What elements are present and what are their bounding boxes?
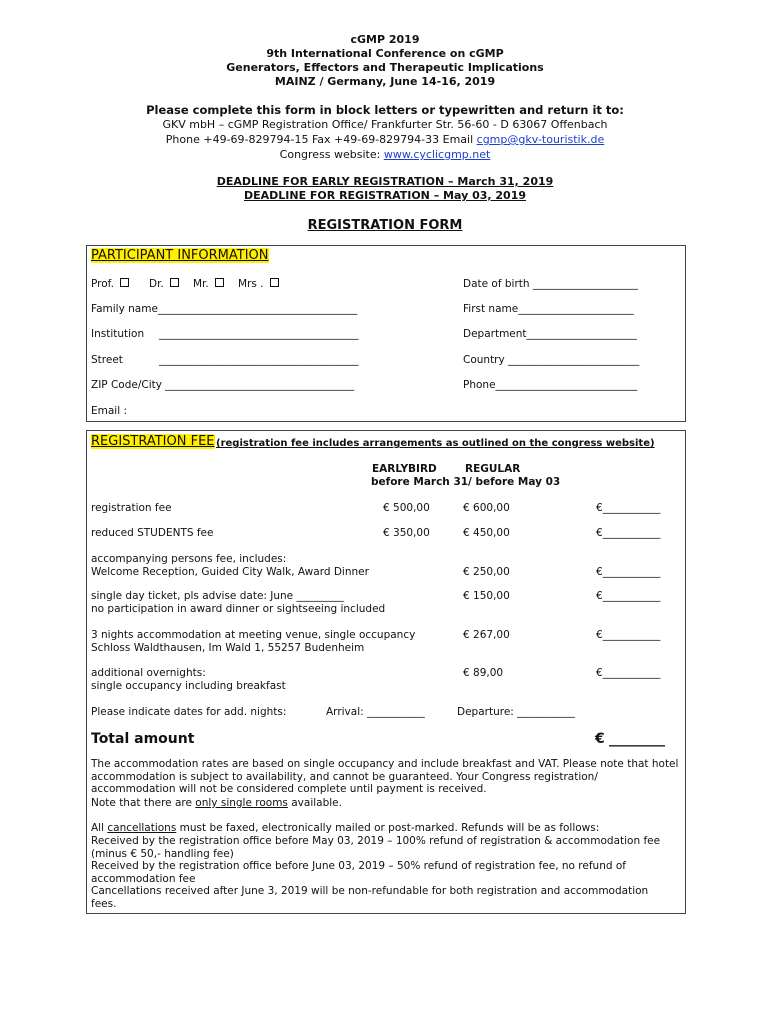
fee-regular-value: € 600,00: [463, 502, 510, 514]
single-rooms-note: Note that there are only single rooms available.: [91, 797, 342, 809]
title-mr[interactable]: Mr.: [193, 278, 224, 291]
accommodation-note: The accommodation rates are based on single occupancy and include breakfast and VAT. Please note that hotel accommodation is subject to availability, and cannot be guaranteed. Your Congress registration/ accommodation will not be considered complete until payment is received.: [91, 758, 679, 796]
institution-label: Institution: [91, 328, 145, 340]
cancellation-policy-none: Cancellations received after June 3, 2019 will be non-refundable for both registration and accommodation fees.: [91, 885, 649, 910]
title-dr[interactable]: Dr.: [149, 278, 179, 291]
conference-subtitle: Generators, Effectors and Therapeutic Implications: [226, 61, 544, 74]
checkbox-icon[interactable]: [170, 278, 179, 287]
street-field[interactable]: ______________________________________: [159, 354, 359, 366]
title-mrs[interactable]: Mrs .: [238, 278, 279, 291]
fee-regular-value: € 150,00: [463, 590, 510, 602]
fee-amount-field[interactable]: €___________: [596, 566, 661, 578]
fee-amount-field[interactable]: €___________: [596, 502, 661, 514]
phone-field[interactable]: Phone___________________________: [463, 379, 638, 391]
website-label: Congress website:: [279, 148, 384, 161]
fee-row-label: 3 nights accommodation at meeting venue, single occupancy: [91, 629, 416, 641]
total-amount-currency: €: [595, 731, 605, 747]
checkbox-icon[interactable]: [270, 278, 279, 287]
deadline-registration: DEADLINE FOR REGISTRATION – May 03, 2019: [243, 189, 527, 202]
fee-amount-field[interactable]: €___________: [596, 667, 661, 679]
date-of-birth-field[interactable]: Date of birth ____________________: [463, 278, 638, 290]
deadline-early: DEADLINE FOR EARLY REGISTRATION – March 31, 2019: [216, 175, 554, 188]
departure-field[interactable]: Departure: ___________: [457, 706, 575, 718]
cancellation-policy-50: Received by the registration office before June 03, 2019 – 50% refund of registration fee, no refund of accommodation fee: [91, 860, 626, 885]
total-amount-label: Total amount: [91, 731, 195, 747]
fee-regular-value: € 267,00: [463, 629, 510, 641]
department-field[interactable]: Department_____________________: [463, 328, 637, 340]
fee-regular-value: € 250,00: [463, 566, 510, 578]
fee-early-value: € 350,00: [383, 527, 430, 539]
col-earlybird: EARLYBIRD: [372, 463, 437, 475]
registration-fee-title: REGISTRATION FEE: [91, 434, 215, 449]
conference-edition: 9th International Conference on cGMP: [266, 47, 504, 60]
website-line: [0, 147, 770, 162]
total-amount-field[interactable]: ________: [609, 731, 665, 747]
conference-name: cGMP 2019: [350, 33, 420, 46]
office-address: GKV mbH – cGMP Registration Office/ Frankfurter Str. 56-60 - D 63067 Offenbach: [162, 118, 608, 131]
add-nights-label: Please indicate dates for add. nights:: [91, 706, 287, 718]
fee-row-sublabel: Schloss Waldthausen, Im Wald 1, 55257 Budenheim: [91, 642, 365, 654]
contact-line: [0, 132, 770, 147]
form-title: REGISTRATION FORM: [307, 218, 463, 233]
registration-fee-note: (registration fee includes arrangements as outlined on the congress website): [216, 438, 655, 449]
phone-fax-text: Phone +49-69-829794-15 Fax +49-69-829794-33 Email: [165, 133, 477, 146]
instructions-heading: Please complete this form in block letters or typewritten and return it to:: [146, 103, 624, 117]
fee-row-label: additional overnights:: [91, 667, 206, 679]
website-link[interactable]: www.cyclicgmp.net: [383, 148, 491, 161]
first-name-field[interactable]: First name______________________: [463, 303, 634, 315]
fee-regular-value: € 450,00: [463, 527, 510, 539]
cancellation-policy-intro: All cancellations must be faxed, electronically mailed or post-marked. Refunds will be as follows:: [91, 822, 600, 834]
fee-amount-field[interactable]: €___________: [596, 629, 661, 641]
fee-regular-value: € 89,00: [463, 667, 504, 679]
country-field[interactable]: Country _________________________: [463, 354, 640, 366]
fee-amount-field[interactable]: €___________: [596, 527, 661, 539]
zip-city-field[interactable]: ZIP Code/City ____________________________________: [91, 379, 355, 391]
conference-location-date: MAINZ / Germany, June 14-16, 2019: [274, 75, 496, 88]
checkbox-icon[interactable]: [120, 278, 129, 287]
fee-early-value: € 500,00: [383, 502, 430, 514]
fee-row-label: reduced STUDENTS fee: [91, 527, 214, 539]
col-regular: REGULAR: [465, 463, 521, 475]
col-dates: before March 31/ before May 03: [371, 476, 561, 488]
title-prof[interactable]: Prof.: [91, 278, 129, 291]
checkbox-icon[interactable]: [215, 278, 224, 287]
fee-row-label: accompanying persons fee, includes:: [91, 553, 287, 565]
street-label: Street: [91, 354, 123, 366]
family-name-field[interactable]: Family name______________________________________: [91, 303, 358, 315]
fee-row-sublabel: no participation in award dinner or sightseeing included: [91, 603, 386, 615]
fee-row-label: single day ticket, pls advise date: June _________: [91, 590, 344, 602]
arrival-field[interactable]: Arrival: ___________: [326, 706, 425, 718]
fee-row-sublabel: single occupancy including breakfast: [91, 680, 286, 692]
email-link[interactable]: cgmp@gkv-touristik.de: [476, 133, 605, 146]
fee-row-label: registration fee: [91, 502, 172, 514]
participant-section-title: PARTICIPANT INFORMATION: [91, 248, 269, 263]
institution-field[interactable]: ______________________________________: [159, 328, 359, 340]
fee-amount-field[interactable]: €___________: [596, 590, 661, 602]
cancellation-policy-100: Received by the registration office before May 03, 2019 – 100% refund of registration & accommodation fee (minus € 50,- handling fee): [91, 835, 661, 860]
email-field[interactable]: Email :: [91, 405, 128, 417]
fee-row-sublabel: Welcome Reception, Guided City Walk, Award Dinner: [91, 566, 369, 578]
